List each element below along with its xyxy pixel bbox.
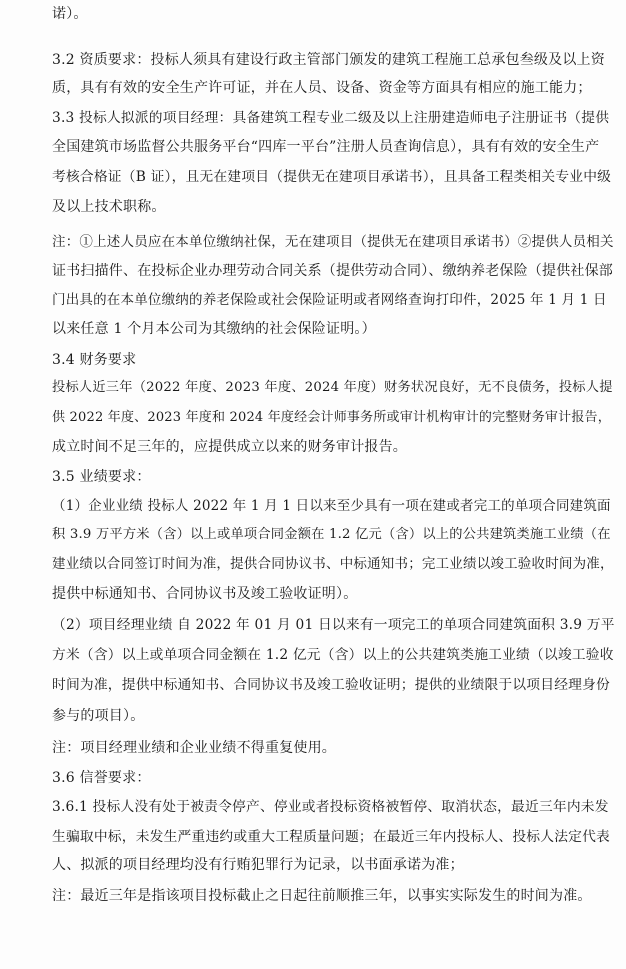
text-line: 3.2 资质要求：投标人须具有建设行政主管部门颁发的建筑工程施工总承包叁级及以上资 [52, 52, 605, 68]
text-line: 全国建筑市场监督公共服务平台“四库一平台”注册人员查询信息），具有有效的安全生产 [52, 139, 600, 155]
text-line: （1）企业业绩 投标人 2022 年 1 月 1 日以来至少具有一项在建或者完工的单项合同建筑面 [52, 498, 611, 514]
text-line: 3.6 信誉要求： [52, 770, 151, 786]
text-line: 以来任意 1 个月本公司为其缴纳的社会保险证明。） [52, 321, 376, 337]
text-line: 注：项目经理业绩和企业业绩不得重复使用。 [52, 740, 336, 756]
text-line: 门出具的在本单位缴纳的养老保险或社会保险证明或者网络查询打印件，2025 年 1 月 1 日 [52, 292, 607, 308]
text-line: 注：最近三年是指该项目投标截止之日起往前顺推三年，以事实实际发生的时间为准。 [52, 888, 592, 904]
text-line: 证书扫描件、在投标企业办理劳动合同关系（提供劳动合同）、缴纳养老保险（提供社保部 [52, 263, 613, 279]
text-line: 提供中标通知书、合同协议书及竣工验收证明）。 [52, 586, 358, 602]
text-line: 积 3.9 万平方米（含）以上或单项合同金额在 1.2 亿元（含）以上的公共建筑类施工业绩（在 [52, 527, 611, 542]
text-line: 生骗取中标，未发生严重违约或重大工程质量问题；在最近三年内投标人、投标人法定代表 [52, 829, 611, 845]
text-line: 3.4 财务要求 [52, 352, 137, 368]
text-line: 考核合格证（B 证），且无在建项目（提供无在建项目承诺书），且具备工程类相关专业中级 [52, 169, 612, 185]
text-line: 3.3 投标人拟派的项目经理：具备建筑工程专业二级及以上注册建造师电子注册证书（提供 [52, 110, 610, 126]
text-line: 注：①上述人员应在本单位缴纳社保，无在建项目（提供无在建项目承诺书）②提供人员相关 [52, 234, 614, 250]
text-line: 投标人近三年（2022 年度、2023 年度、2024 年度）财务状况良好，无不良债务，投标人提 [52, 380, 613, 395]
text-line: 及以上技术职称。 [52, 199, 166, 215]
text-line: 3.5 业绩要求： [52, 469, 151, 485]
text-line: 建业绩以合同签订时间为准，提供合同协议书、中标通知书；完工业绩以竣工验收时间为准， [52, 556, 614, 572]
text-line: 时间为准，提供中标通知书、合同协议书及竣工验收证明；提供的业绩限于以项目经理身份 [52, 677, 611, 693]
text-line: 参与的项目）。 [52, 708, 145, 724]
text-line: 人、拟派的项目经理均没有行贿犯罪行为记录，以书面承诺为准； [52, 857, 464, 873]
text-line: 方米（含）以上或单项合同金额在 1.2 亿元（含）以上的公共建筑类施工业绩（以竣工验收 [52, 647, 614, 663]
text-line: 诺）。 [52, 6, 88, 22]
text-line: 供 2022 年度、2023 年度和 2024 年度经会计师事务所或审计机构审计的完整财务审计报告， [52, 410, 611, 425]
text-line: 成立时间不足三年的，应提供成立以来的财务审计报告。 [52, 439, 407, 455]
text-line: 3.6.1 投标人没有处于被责令停产、停业或者投标资格被暂停、取消状态，最近三年内未发 [52, 799, 609, 815]
text-line: （2）项目经理业绩 自 2022 年 01 月 01 日以来有一项完工的单项合同建筑面积 3.9 万平 [52, 617, 615, 633]
text-line: 质，具有有效的安全生产许可证，并在人员、设备、资金等方面具有相应的施工能力； [52, 80, 592, 96]
